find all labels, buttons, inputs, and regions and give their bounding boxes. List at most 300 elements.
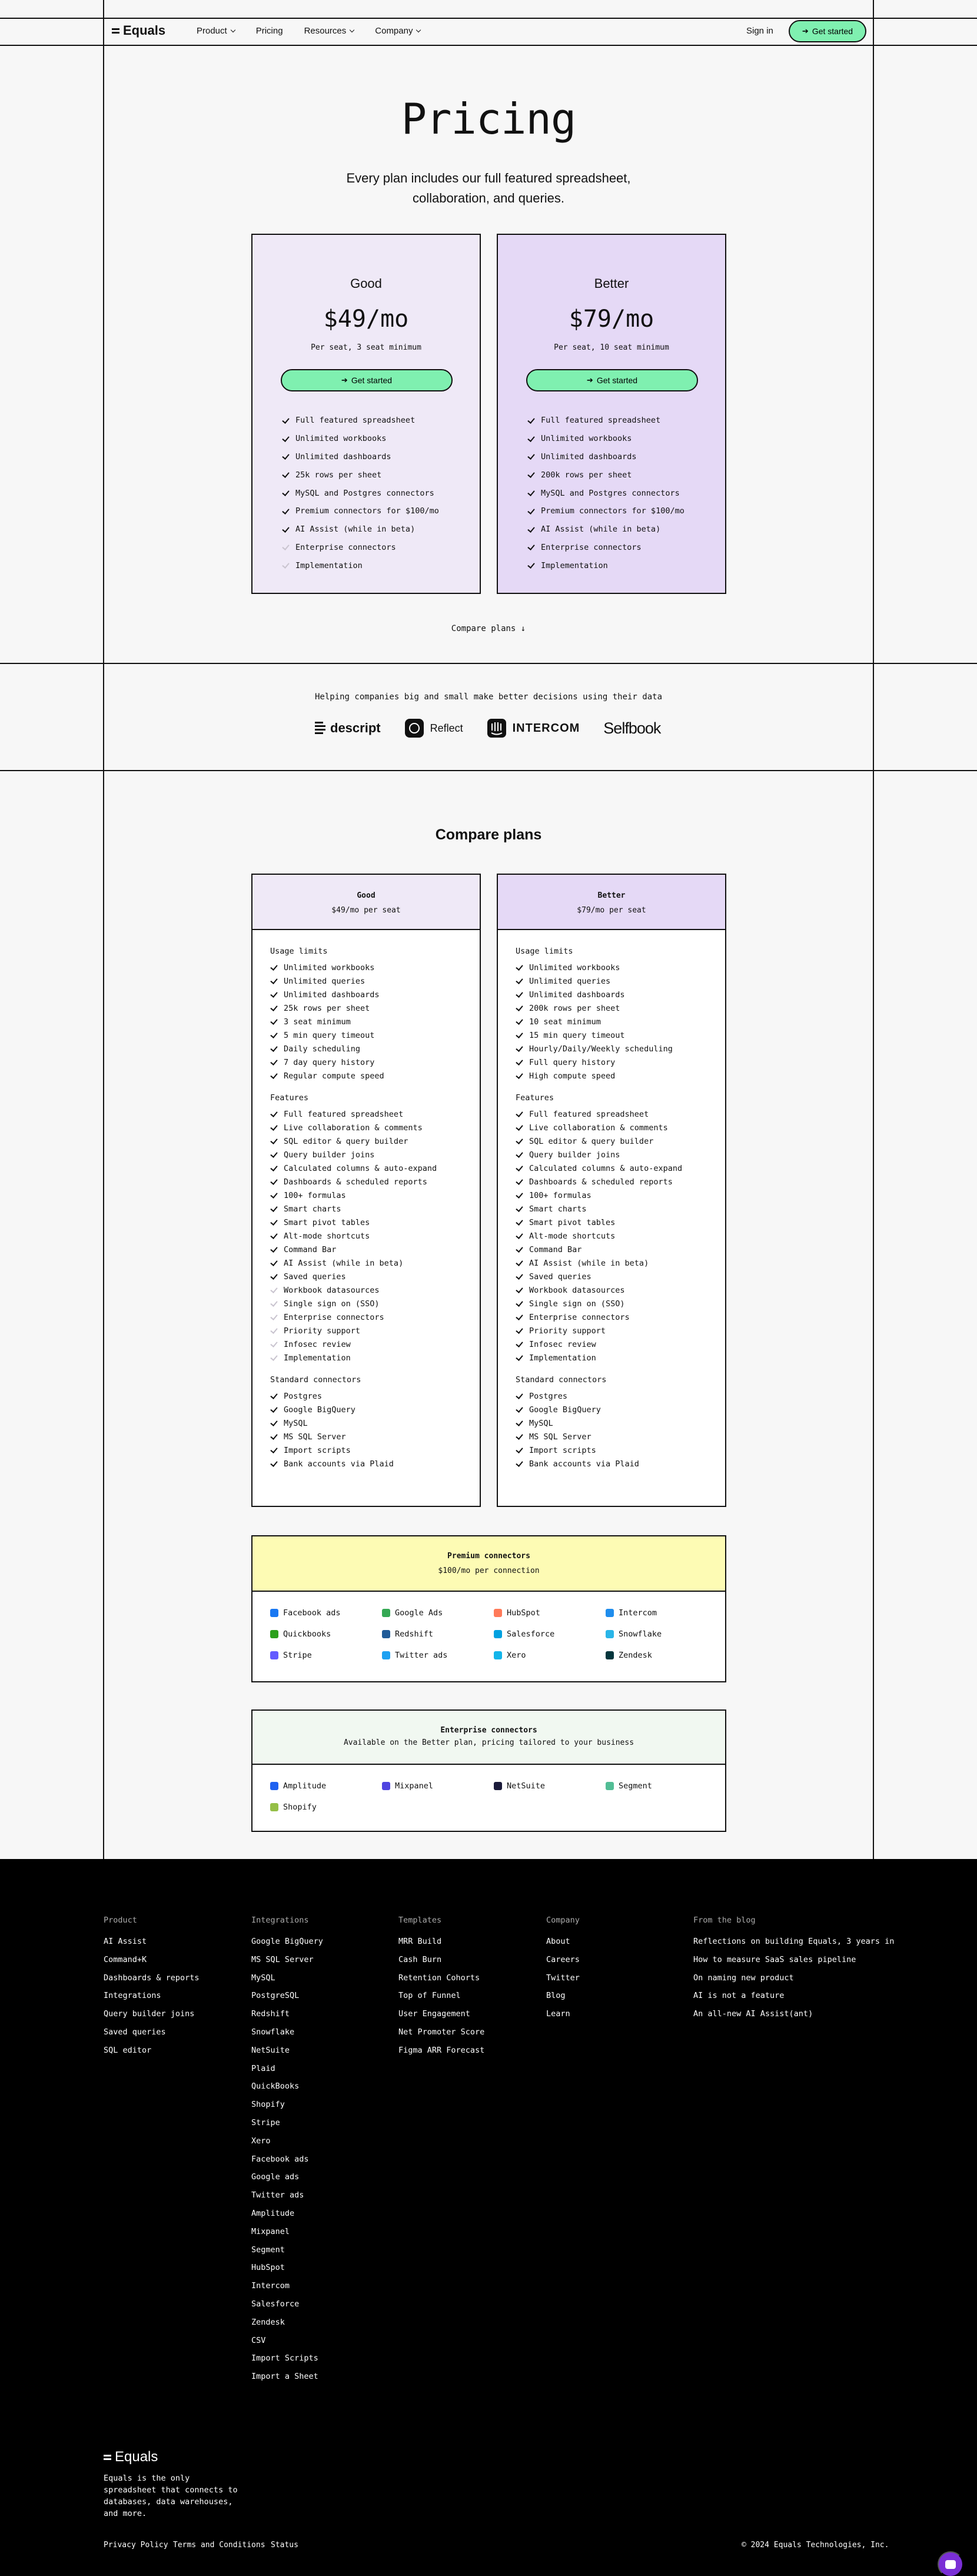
plan-name: Good <box>350 276 382 291</box>
connector-label: Facebook ads <box>283 1608 341 1618</box>
feature-label: Implementation <box>541 560 608 570</box>
feature-label: Enterprise connectors <box>541 542 642 552</box>
feature-item <box>270 1403 480 1416</box>
feature-label: Smart charts <box>529 1204 587 1214</box>
feature-label: High compute speed <box>529 1071 616 1081</box>
feature-item <box>516 1107 725 1121</box>
footer-link[interactable]: Google ads <box>251 2172 300 2182</box>
feature-label: Import scripts <box>529 1445 596 1455</box>
footer-link[interactable]: Segment <box>251 2245 285 2255</box>
feature-label: Regular compute speed <box>284 1071 384 1081</box>
feature-item <box>270 1389 480 1403</box>
compare-card-header <box>252 875 480 930</box>
feature-label: 200k rows per sheet <box>541 470 632 480</box>
footer-link[interactable]: Twitter ads <box>251 2190 304 2200</box>
feature-item <box>527 430 684 448</box>
connector-item <box>494 1608 606 1618</box>
footer-link[interactable]: Redshift <box>251 2009 290 2019</box>
check-icon <box>516 1433 523 1440</box>
feature-label: AI Assist (while in beta) <box>284 1258 404 1268</box>
arrow-right-icon: ➔ <box>586 376 593 384</box>
footer-link[interactable]: Zendesk <box>251 2317 285 2327</box>
check-icon <box>516 1205 523 1213</box>
connector-item <box>270 1802 382 1812</box>
feature-item <box>270 1175 480 1189</box>
feature-label: Priority support <box>284 1326 361 1336</box>
check-icon <box>527 507 535 515</box>
feature-label: Alt-mode shortcuts <box>284 1231 370 1241</box>
nav-resources[interactable]: Resources <box>304 26 354 36</box>
check-disabled-icon <box>270 1354 278 1362</box>
footer-link[interactable]: Amplitude <box>251 2208 295 2218</box>
check-icon <box>516 1178 523 1186</box>
feature-label: 25k rows per sheet <box>295 470 382 480</box>
check-icon <box>270 964 278 971</box>
footer-link[interactable]: Stripe <box>251 2117 280 2127</box>
footer-link[interactable]: Xero <box>251 2136 271 2146</box>
check-icon <box>516 1072 523 1080</box>
nav-pricing[interactable]: Pricing <box>255 26 283 36</box>
compare-section-list <box>270 1107 480 1365</box>
feature-label: Google BigQuery <box>529 1405 601 1415</box>
check-icon <box>527 471 535 479</box>
footer-link[interactable]: How to measure SaaS sales pipeline <box>693 1954 856 1964</box>
check-icon <box>516 1124 523 1131</box>
nav-company[interactable]: Company <box>375 26 420 36</box>
descript-icon <box>314 721 327 736</box>
compare-plans-link[interactable]: Compare plans ↓ <box>451 624 526 633</box>
check-icon <box>270 1419 278 1427</box>
feature-item <box>516 1175 725 1189</box>
frame-line-logos-top <box>0 663 977 664</box>
footer-logo[interactable] <box>104 2449 158 2465</box>
feature-label: Dashboards & scheduled reports <box>284 1177 427 1187</box>
feature-label: Command Bar <box>529 1244 582 1254</box>
feature-label: Enterprise connectors <box>284 1312 384 1322</box>
check-icon <box>270 1045 278 1053</box>
connector-item <box>270 1781 382 1791</box>
footer-link[interactable]: An all-new AI Assist(ant) <box>693 2009 813 2019</box>
feature-item <box>270 1161 480 1175</box>
feature-label: 7 day query history <box>284 1057 375 1067</box>
feature-item <box>282 556 439 575</box>
footer-col-company <box>546 1916 580 2027</box>
check-disabled-icon <box>282 562 290 569</box>
compare-card-good <box>251 874 481 1507</box>
connector-item <box>606 1781 717 1791</box>
check-icon <box>270 991 278 998</box>
shopify-icon <box>270 1803 278 1811</box>
feature-label: Infosec review <box>529 1339 596 1349</box>
feature-label: Unlimited dashboards <box>295 452 391 462</box>
zendesk-icon <box>606 1651 614 1659</box>
footer-link[interactable]: Command+K <box>104 1954 147 1964</box>
status-link[interactable]: Status <box>271 2541 298 2550</box>
connector-label: Xero <box>507 1651 526 1660</box>
feature-item <box>270 1216 480 1229</box>
connector-item <box>494 1651 606 1660</box>
check-icon <box>270 1031 278 1039</box>
feature-item <box>270 1430 480 1443</box>
check-disabled-icon <box>270 1340 278 1348</box>
feature-item <box>270 1243 480 1256</box>
feature-item <box>527 502 684 520</box>
check-disabled-icon <box>270 1300 278 1307</box>
feature-item <box>527 520 684 539</box>
footer-link[interactable]: Cash Burn <box>398 1954 442 1964</box>
feature-item <box>527 539 684 557</box>
footer-link[interactable]: Saved queries <box>104 2027 166 2037</box>
check-icon <box>516 1031 523 1039</box>
enterprise-connectors-grid <box>252 1765 725 1812</box>
check-icon <box>270 1232 278 1240</box>
footer-description: Equals is the only spreadsheet that connects to databases, data warehouses, and more. <box>104 2474 238 2518</box>
feature-label: Full query history <box>529 1057 616 1067</box>
feature-label: 5 min query timeout <box>284 1030 375 1040</box>
footer-link[interactable]: Retention Cohorts <box>398 1973 480 1983</box>
footer-link[interactable]: AI is not a feature <box>693 1991 785 2001</box>
feature-item <box>282 520 439 539</box>
feature-item <box>516 1161 725 1175</box>
descript-logo: descript <box>314 721 381 736</box>
check-icon <box>516 1354 523 1362</box>
quickbooks-icon <box>270 1630 278 1638</box>
connector-label: Google Ads <box>395 1608 443 1618</box>
snowflake-icon <box>606 1630 614 1638</box>
footer-link[interactable]: Reflections on building Equals, 3 years in <box>693 1937 895 1946</box>
feature-item <box>270 1297 480 1310</box>
check-icon <box>270 1151 278 1158</box>
frame-line-nav-bottom <box>0 45 977 46</box>
check-icon <box>516 1392 523 1400</box>
footer-link[interactable]: Blog <box>546 1991 566 2001</box>
feature-item <box>516 1243 725 1256</box>
arrow-right-icon: ➔ <box>802 26 809 35</box>
terms-link[interactable]: Terms and Conditions <box>173 2541 265 2550</box>
feature-item <box>527 466 684 484</box>
plan-name: Better <box>594 276 629 291</box>
footer-link[interactable]: Import a Sheet <box>251 2372 318 2382</box>
feature-item <box>516 1015 725 1028</box>
page-title: Pricing <box>401 94 576 144</box>
feature-label: MS SQL Server <box>529 1432 591 1442</box>
feature-label: Full featured spreadsheet <box>529 1109 649 1119</box>
feature-item <box>270 1069 480 1083</box>
compare-section-title: Usage limits <box>270 947 328 956</box>
check-icon <box>270 1259 278 1267</box>
footer-link[interactable]: Shopify <box>251 2100 285 2110</box>
footer-link[interactable]: On naming new product <box>693 1973 794 1983</box>
check-icon <box>516 1058 523 1066</box>
feature-label: Calculated columns & auto-expand <box>284 1163 437 1173</box>
redshift-icon <box>382 1630 390 1638</box>
footer-link[interactable]: Intercom <box>251 2281 290 2291</box>
footer-link[interactable]: MRR Build <box>398 1937 442 1946</box>
frame-line-right <box>873 0 874 1859</box>
plan-per-seat: Per seat, 3 seat minimum <box>311 343 421 352</box>
check-icon <box>270 1124 278 1131</box>
feature-label: Daily scheduling <box>284 1044 361 1054</box>
feature-label: Import scripts <box>284 1445 351 1455</box>
segment-icon <box>606 1782 614 1790</box>
feature-item <box>516 1310 725 1324</box>
footer-col-title: Templates <box>398 1916 442 1925</box>
check-icon <box>527 489 535 497</box>
feature-label: SQL editor & query builder <box>529 1136 654 1146</box>
connector-item <box>382 1608 494 1618</box>
feature-label: 3 seat minimum <box>284 1017 351 1027</box>
netsuite-icon <box>494 1782 502 1790</box>
feature-label: Unlimited queries <box>284 976 365 986</box>
sign-in-link[interactable]: Sign in <box>746 26 773 36</box>
footer-link[interactable]: Careers <box>546 1954 580 1964</box>
compare-plan-name: Good <box>357 891 375 900</box>
feature-label: Premium connectors for $100/mo <box>295 506 439 516</box>
plan-feature-list <box>527 411 684 575</box>
compare-section-title: Usage limits <box>516 947 573 956</box>
feature-item <box>270 1015 480 1028</box>
connector-label: Snowflake <box>619 1629 662 1639</box>
footer-link[interactable]: Mixpanel <box>251 2226 290 2236</box>
footer-link[interactable]: PostgreSQL <box>251 1991 300 2001</box>
feature-label: Smart pivot tables <box>284 1217 370 1227</box>
feature-label: Workbook datasources <box>284 1285 380 1295</box>
feature-item <box>270 1202 480 1216</box>
connector-label: HubSpot <box>507 1608 540 1618</box>
footer-col-title: From the blog <box>693 1916 756 1925</box>
chat-icon <box>945 2560 956 2569</box>
check-icon <box>516 1406 523 1413</box>
compare-plan-price: $49/mo per seat <box>331 906 401 915</box>
footer-link[interactable]: Plaid <box>251 2063 275 2073</box>
footer-link[interactable]: MySQL <box>251 1973 275 1983</box>
footer-link[interactable]: HubSpot <box>251 2263 285 2273</box>
check-icon <box>516 1045 523 1053</box>
feature-item <box>516 1270 725 1283</box>
feature-label: Alt-mode shortcuts <box>529 1231 616 1241</box>
check-icon <box>270 1191 278 1199</box>
mixpanel-icon <box>382 1782 390 1790</box>
feature-label: Full featured spreadsheet <box>284 1109 404 1119</box>
check-icon <box>527 453 535 460</box>
check-icon <box>516 1164 523 1172</box>
feature-item <box>516 974 725 988</box>
check-icon <box>516 1151 523 1158</box>
reflect-logo: Reflect <box>404 718 463 738</box>
connector-label: Twitter ads <box>395 1651 448 1660</box>
footer-link[interactable]: Facebook ads <box>251 2154 309 2164</box>
feature-label: 10 seat minimum <box>529 1017 601 1027</box>
feature-item <box>270 1148 480 1161</box>
compare-card-better <box>497 874 726 1507</box>
check-icon <box>270 1178 278 1186</box>
feature-item <box>516 1189 725 1202</box>
feature-label: Enterprise connectors <box>295 542 396 552</box>
compare-plans-title: Compare plans <box>435 826 542 843</box>
footer-link[interactable]: Twitter <box>546 1973 580 1983</box>
footer-link[interactable]: Figma ARR Forecast <box>398 2045 485 2055</box>
feature-label: Postgres <box>284 1391 323 1401</box>
stripe-icon <box>270 1651 278 1659</box>
check-icon <box>516 1340 523 1348</box>
nav-product[interactable]: Product <box>197 26 235 36</box>
compare-section-title: Standard connectors <box>270 1375 361 1385</box>
feature-item <box>270 1028 480 1042</box>
connector-label: Zendesk <box>619 1651 652 1660</box>
check-icon <box>516 1137 523 1145</box>
footer-link[interactable]: AI Assist <box>104 1937 147 1946</box>
connector-item <box>270 1651 382 1660</box>
feature-label: Saved queries <box>529 1272 591 1282</box>
check-icon <box>270 1164 278 1172</box>
footer-link[interactable]: Dashboards & reports <box>104 1973 200 1983</box>
check-icon <box>516 1246 523 1253</box>
check-icon <box>516 1110 523 1118</box>
check-disabled-icon <box>270 1286 278 1294</box>
check-icon <box>516 1419 523 1427</box>
feature-label: AI Assist (while in beta) <box>541 525 661 535</box>
enterprise-connectors-box <box>251 1709 726 1832</box>
check-icon <box>270 1018 278 1025</box>
feature-label: Single sign on (SSO) <box>284 1299 380 1309</box>
get-started-button[interactable]: ➔ Get started <box>789 20 866 42</box>
salesforce-icon <box>494 1630 502 1638</box>
connector-item <box>382 1629 494 1639</box>
compare-section-title: Features <box>516 1093 554 1103</box>
footer-col-blog <box>693 1916 894 2027</box>
check-icon <box>516 1313 523 1321</box>
footer-link[interactable]: CSV <box>251 2335 266 2345</box>
selfbook-logo: Selfbook <box>603 719 661 737</box>
footer-link[interactable]: Google BigQuery <box>251 1937 323 1946</box>
check-icon <box>527 562 535 569</box>
feature-item <box>516 1297 725 1310</box>
plan-card-good <box>251 234 481 594</box>
check-icon <box>516 1232 523 1240</box>
footer-link[interactable]: Learn <box>546 2009 570 2019</box>
feature-item <box>516 1337 725 1351</box>
plan-get-started-button[interactable]: ➔ Get started <box>281 369 453 391</box>
check-disabled-icon <box>270 1313 278 1321</box>
feature-label: Unlimited dashboards <box>529 990 625 1000</box>
footer-link[interactable]: Salesforce <box>251 2299 300 2309</box>
feature-label: Query builder joins <box>284 1150 375 1160</box>
footer-col-templates <box>398 1916 484 2064</box>
footer-link[interactable]: Integrations <box>104 1991 161 2001</box>
feature-label: AI Assist (while in beta) <box>295 525 416 535</box>
connector-item <box>270 1608 382 1618</box>
check-icon <box>282 489 290 497</box>
check-icon <box>270 1246 278 1253</box>
footer-link[interactable]: MS SQL Server <box>251 1954 314 1964</box>
connector-item <box>270 1629 382 1639</box>
footer-link[interactable]: Snowflake <box>251 2027 295 2037</box>
feature-item <box>516 1457 725 1470</box>
chat-launcher-button[interactable] <box>938 2551 963 2576</box>
feature-item <box>516 1443 725 1457</box>
feature-item <box>282 502 439 520</box>
feature-label: Live collaboration & comments <box>284 1123 423 1133</box>
feature-label: Implementation <box>295 560 363 570</box>
check-icon <box>516 1300 523 1307</box>
feature-label: 100+ formulas <box>284 1190 346 1200</box>
plan-get-started-button[interactable]: ➔ Get started <box>526 369 698 391</box>
footer <box>0 1859 977 2576</box>
connector-item <box>494 1629 606 1639</box>
connector-label: Mixpanel <box>395 1781 434 1791</box>
feature-item <box>270 1042 480 1055</box>
feature-item <box>516 1216 725 1229</box>
feature-item <box>516 1389 725 1403</box>
feature-label: Bank accounts via Plaid <box>529 1459 639 1469</box>
footer-link[interactable]: About <box>546 1937 570 1946</box>
compare-card-body <box>498 930 725 1470</box>
footer-link[interactable]: Top of Funnel <box>398 1991 461 2001</box>
check-icon <box>527 435 535 443</box>
premium-connectors-box <box>251 1535 726 1682</box>
compare-section-title: Features <box>270 1093 309 1103</box>
feature-label: Full featured spreadsheet <box>541 416 661 426</box>
plan-card-better <box>497 234 726 594</box>
equals-logo[interactable] <box>112 23 165 38</box>
enterprise-title: Enterprise connectors <box>440 1726 537 1735</box>
check-icon <box>270 1406 278 1413</box>
premium-title: Premium connectors <box>447 1552 530 1561</box>
footer-link[interactable]: User Engagement <box>398 2009 470 2019</box>
connector-item <box>382 1781 494 1791</box>
connector-label: NetSuite <box>507 1781 546 1791</box>
feature-label: Unlimited queries <box>529 976 611 986</box>
feature-item <box>516 1042 725 1055</box>
feature-item <box>282 448 439 466</box>
connector-item <box>382 1651 494 1660</box>
feature-item <box>516 1283 725 1297</box>
intercom-icon <box>606 1609 614 1617</box>
feature-item <box>270 1270 480 1283</box>
amplitude-icon <box>270 1782 278 1790</box>
connector-label: Salesforce <box>507 1629 555 1639</box>
check-icon <box>516 1273 523 1280</box>
feature-label: Implementation <box>529 1353 596 1363</box>
plan-price: $79/mo <box>569 306 654 333</box>
feature-item <box>270 1229 480 1243</box>
check-icon <box>270 1058 278 1066</box>
footer-link[interactable]: NetSuite <box>251 2045 290 2055</box>
feature-label: Hourly/Daily/Weekly scheduling <box>529 1044 673 1054</box>
frame-line-left <box>103 0 104 1859</box>
feature-item <box>527 448 684 466</box>
feature-item <box>516 1351 725 1365</box>
footer-link[interactable]: QuickBooks <box>251 2082 300 2092</box>
footer-link[interactable]: SQL editor <box>104 2045 152 2055</box>
top-nav <box>0 18 977 45</box>
feature-item <box>282 484 439 502</box>
check-icon <box>270 977 278 985</box>
feature-item <box>516 1121 725 1134</box>
footer-col-title: Product <box>104 1916 137 1925</box>
feature-item <box>516 1028 725 1042</box>
feature-label: Bank accounts via Plaid <box>284 1459 394 1469</box>
footer-link[interactable]: Net Promoter Score <box>398 2027 485 2037</box>
footer-link[interactable]: Query builder joins <box>104 2009 195 2019</box>
connector-label: Quickbooks <box>283 1629 331 1639</box>
feature-item <box>270 1457 480 1470</box>
feature-label: Dashboards & scheduled reports <box>529 1177 673 1187</box>
privacy-policy-link[interactable]: Privacy Policy <box>104 2541 168 2550</box>
footer-link[interactable]: Import Scripts <box>251 2353 318 2363</box>
feature-item <box>516 1256 725 1270</box>
feature-item <box>516 1001 725 1015</box>
